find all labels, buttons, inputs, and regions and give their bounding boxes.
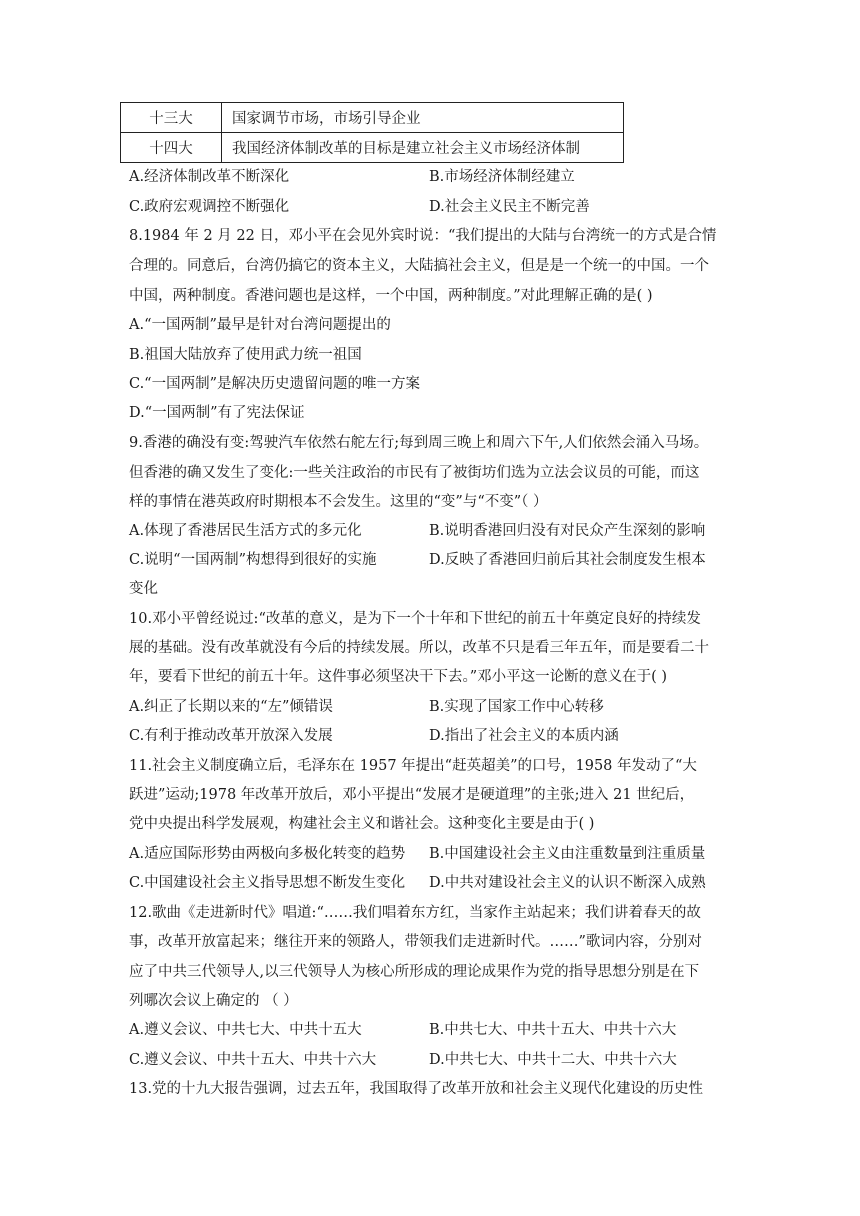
q8-option-a: A.“一国两制”最早是针对台湾问题提出的 xyxy=(129,317,391,333)
q7-option-a: A.经济体制改革不断深化 xyxy=(129,169,290,185)
q8-stem-line: 8.1984 年 2 月 22 日，邓小平在会见外宾时说：“我们提出的大陆与台湾统一的方式是合情 xyxy=(129,228,717,244)
q12-option-b: B.中共七大、中共十五大、中共十六大 xyxy=(429,1022,677,1038)
q9-option-c: C.说明“一国两制”构想得到很好的实施 xyxy=(129,552,377,568)
q9-stem-line: 9.香港的确没有变:驾驶汽车依然右舵左行;每到周三晚上和周六下午,人们依然会涌入马场。 xyxy=(129,435,709,451)
table-cell-congress: 十四大 xyxy=(121,133,222,163)
q10-stem-line: 10.邓小平曾经说过:“改革的意义，是为下一个十年和下世纪的前五十年奠定良好的持续发 xyxy=(129,611,701,627)
q8-stem-line: 合理的。同意后，台湾仍搞它的资本主义，大陆搞社会主义，但是是一个统一的中国。一个 xyxy=(129,258,709,274)
q10-option-a: A.纠正了长期以来的“左”倾错误 xyxy=(129,699,333,715)
q13-stem-line: 13.党的十九大报告强调，过去五年，我国取得了改革开放和社会主义现代化建设的历史性 xyxy=(129,1081,704,1097)
table-cell-congress: 十三大 xyxy=(121,103,222,133)
table-cell-content: 国家调节市场，市场引导企业 xyxy=(222,103,624,133)
q8-option-b: B.祖国大陆放弃了使用武力统一祖国 xyxy=(129,347,362,363)
q10-stem-line: 展的基础。没有改革就没有今后的持续发展。所以，改革不只是看三年五年，而是要看二十 xyxy=(129,640,709,656)
q9-option-d-continuation: 变化 xyxy=(129,581,158,597)
q10-stem-line: 年，要看下世纪的前五十年。这件事必须坚决干下去。”邓小平这一论断的意义在于( ) xyxy=(129,669,668,685)
q7-option-b: B.市场经济体制经建立 xyxy=(429,169,575,185)
q10-option-d: D.指出了社会主义的本质内涵 xyxy=(429,728,619,744)
q7-option-d: D.社会主义民主不断完善 xyxy=(429,199,590,215)
q12-stem-line: 12.歌曲《走进新时代》唱道:“……我们唱着东方红，当家作主站起来；我们讲着春天的故 xyxy=(129,905,701,921)
q12-option-c: C.遵义会议、中共十五大、中共十六大 xyxy=(129,1052,377,1068)
q11-option-a: A.适应国际形势由两极向多极化转变的趋势 xyxy=(129,846,406,862)
q10-option-b: B.实现了国家工作中心转移 xyxy=(429,699,604,715)
congress-table xyxy=(120,102,624,163)
q9-option-d: D.反映了香港回归前后其社会制度发生根本 xyxy=(429,552,706,568)
q9-option-b: B.说明香港回归没有对民众产生深刻的影响 xyxy=(429,523,706,539)
q9-stem-line: 样的事情在港英政府时期根本不会发生。这里的“变”与“不变”（ ） xyxy=(129,494,548,510)
q11-option-d: D.中共对建设社会主义的认识不断深入成熟 xyxy=(429,875,706,891)
q7-option-c: C.政府宏观调控不断强化 xyxy=(129,199,290,215)
q9-stem-line: 但香港的确又发生了变化:一些关注政治的市民有了被街坊们选为立法会议员的可能，而这 xyxy=(129,465,700,481)
q12-stem-line: 列哪次会议上确定的 （ ） xyxy=(129,993,298,1009)
q11-stem-line: 跃进”运动;1978 年改革开放后，邓小平提出“发展才是硬道理”的主张;进入 21 世纪后， xyxy=(129,787,695,803)
table-row xyxy=(121,133,624,163)
table-cell-content: 我国经济体制改革的目标是建立社会主义市场经济体制 xyxy=(222,133,624,163)
q12-stem-line: 事，改革开放富起来；继往开来的领路人，带领我们走进新时代。……”歌词内容，分别对 xyxy=(129,934,702,950)
q8-stem-line: 中国，两种制度。香港问题也是这样，一个中国，两种制度。”对此理解正确的是( ) xyxy=(129,288,653,304)
q12-option-d: D.中共七大、中共十二大、中共十六大 xyxy=(429,1052,677,1068)
q11-stem-line: 党中央提出科学发展观，构建社会主义和谐社会。这种变化主要是由于( ) xyxy=(129,816,595,832)
q12-option-a: A.遵义会议、中共七大、中共十五大 xyxy=(129,1022,362,1038)
q11-option-b: B.中国建设社会主义由注重数量到注重质量 xyxy=(429,846,706,862)
q12-stem-line: 应了中共三代领导人,以三代领导人为核心所形成的理论成果作为党的指导思想分别是在下 xyxy=(129,964,700,980)
q8-option-d: D.“一国两制”有了宪法保证 xyxy=(129,405,305,421)
q8-option-c: C.“一国两制”是解决历史遗留问题的唯一方案 xyxy=(129,376,421,392)
q11-stem-line: 11.社会主义制度确立后，毛泽东在 1957 年提出“赶英超美”的口号，1958 年发动了“大 xyxy=(129,758,697,774)
q9-option-a: A.体现了香港居民生活方式的多元化 xyxy=(129,523,362,539)
table-row xyxy=(121,103,624,133)
q10-option-c: C.有利于推动改革开放深入发展 xyxy=(129,728,333,744)
q11-option-c: C.中国建设社会主义指导思想不断发生变化 xyxy=(129,875,406,891)
